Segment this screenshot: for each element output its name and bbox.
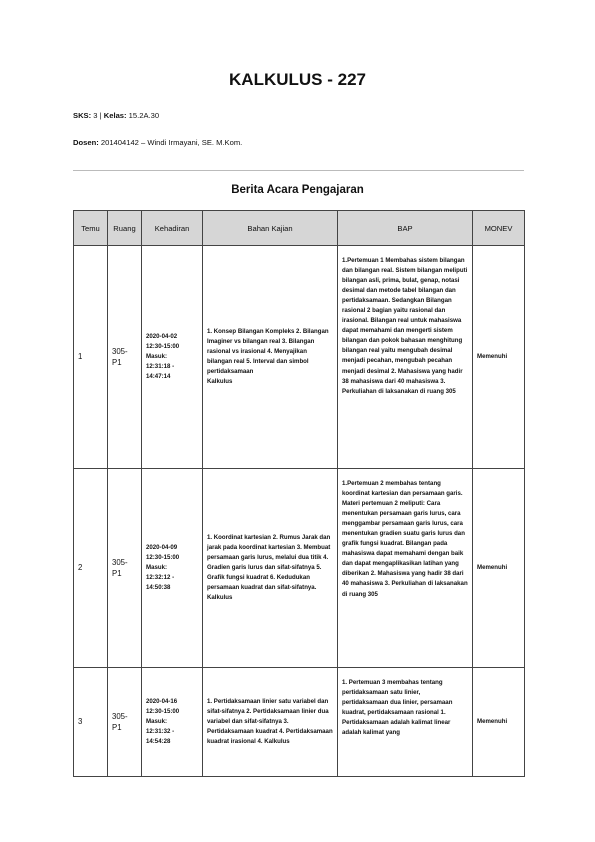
cell-kehadiran: 2020-04-16 12:30-15:00 Masuk: 12:31:32 - 14:54:28 — [142, 668, 203, 777]
cell-bahan-kajian: 1. Konsep Bilangan Kompleks 2. Bilangan Imaginer vs bilangan real 3. Bilangan rasional vs irasional 4. Menyajikan bilangan real 5. Interval dan simbol pertidaksamaan Kalkulus — [203, 246, 338, 469]
header-kehadiran: Kehadiran — [142, 211, 203, 246]
header-bahan-kajian: Bahan Kajian — [203, 211, 338, 246]
cell-monev: Memenuhi — [473, 668, 525, 777]
header-monev: MONEV — [473, 211, 525, 246]
cell-bap: 1.Pertemuan 2 membahas tentang koordinat kartesian dan persamaan garis. Materi pertemuan 2 meliputi: Cara menentukan persamaan garis lurus, cara menggambar persamaan garis lurus, cara menentukan gradien suatu garis lurus dan grafik fungsi kuadrat. Bilangan pada mahasiswa dapat memahami dengan baik dan dapat mengaplikasikan latihan yang diberikan 2. Mahasiswa yang hadir 38 dari 40 mahasiswa 3. Perkuliahan di laksanakan di ruang 305 — [338, 469, 473, 668]
course-info — [73, 111, 159, 120]
cell-monev: Memenuhi — [473, 469, 525, 668]
cell-temu: 2 — [74, 469, 108, 668]
teaching-report-table — [73, 210, 525, 777]
cell-ruang: 305-P1 — [108, 246, 142, 469]
cell-kehadiran: 2020-04-09 12:30-15:00 Masuk: 12:32:12 - 14:50:38 — [142, 469, 203, 668]
lecturer-info — [73, 138, 242, 147]
cell-temu: 3 — [74, 668, 108, 777]
sks-value: 3 — [93, 111, 98, 120]
cell-temu: 1 — [74, 246, 108, 469]
kelas-value: 15.2A.30 — [128, 111, 160, 120]
cell-bap: 1.Pertemuan 1 Membahas sistem bilangan dan bilangan real. Sistem bilangan meliputi bilangan asli, prima, bulat, genap, notasi desimal dan metode tabel bilangan dan pertidaksamaan. Sedangkan Bilangan rasional 2 bagian yaitu rasional dan irasional. Bilangan real untuk mahasiswa dapat memahami dan mengerti sistem bilangan dan pokok bahasan menghitung bilangan real yaitu mengubah desimal menjadi pecahan, mengubah pecahan menjadi desimal 2. Mahasiswa yang hadir 38 mahasiswa dari 40 mahasiswa 3. Perkuliahan di laksanakan di ruang 305 — [338, 246, 473, 469]
cell-ruang: 305-P1 — [108, 668, 142, 777]
meta-separator: | — [99, 111, 102, 120]
dosen-label: Dosen: — [73, 138, 99, 147]
cell-monev: Memenuhi — [473, 246, 525, 469]
sks-label: SKS: — [73, 111, 92, 120]
table-row — [74, 246, 525, 469]
dosen-value: 201404142 – Windi Irmayani, SE. M.Kom. — [100, 138, 243, 147]
table-row — [74, 668, 525, 777]
table-row — [74, 469, 525, 668]
cell-ruang: 305-P1 — [108, 469, 142, 668]
header-temu: Temu — [74, 211, 108, 246]
table-header-row — [74, 211, 525, 246]
header-ruang: Ruang — [108, 211, 142, 246]
kelas-label: Kelas: — [103, 111, 127, 120]
cell-bahan-kajian: 1. Pertidaksamaan linier satu variabel dan sifat-sifatnya 2. Pertidaksamaan linier dua variabel dan sifat-sifatnya 3. Pertidaksamaan kuadrat 4. Pertidaksamaan kuadrat irasional 4. Kalkulus — [203, 668, 338, 777]
cell-bahan-kajian: 1. Koordinat kartesian 2. Rumus Jarak dan jarak pada koordinat kartesian 3. Membuat persamaan garis lurus, melalui dua titik 4. Gradien garis lurus dan sifat-sifatnya 5. Grafik fungsi kuadrat 6. Kedudukan persamaan kuadrat dan sifat-sifatnya. Kalkulus — [203, 469, 338, 668]
header-bap: BAP — [338, 211, 473, 246]
course-title: KALKULUS - 227 — [229, 70, 366, 89]
cell-kehadiran: 2020-04-02 12:30-15:00 Masuk: 12:31:18 - 14:47:14 — [142, 246, 203, 469]
section-title: Berita Acara Pengajaran — [231, 184, 364, 196]
cell-bap: 1. Pertemuan 3 membahas tentang pertidaksamaan satu linier, pertidaksamaan dua linier, persamaan kuadrat, pertidaksamaan rasional 1. Pertidaksamaan adalah kalimat linear adalah kalimat yang — [338, 668, 473, 777]
divider — [73, 170, 524, 171]
